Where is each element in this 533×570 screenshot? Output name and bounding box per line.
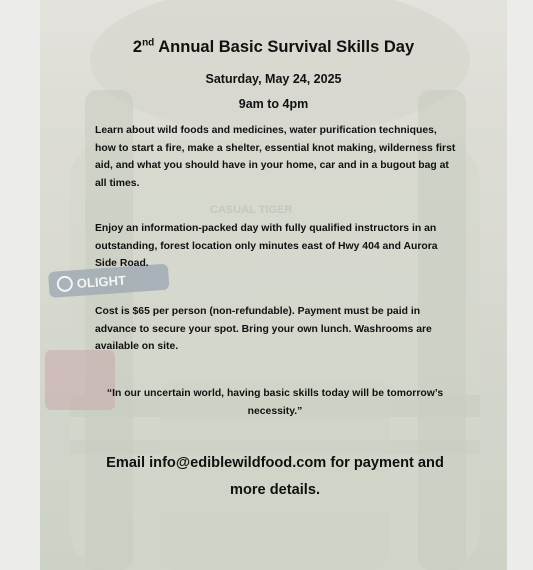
olight-patch-text: OLIGHT bbox=[76, 272, 127, 291]
event-title bbox=[40, 38, 507, 57]
event-date: Saturday, May 24, 2025 bbox=[205, 72, 342, 86]
event-time: 9am to 4pm bbox=[238, 97, 309, 111]
backpack-top-lid bbox=[90, 0, 470, 135]
quote-text: “In our uncertain world, having basic skills today will be tomorrow’s necessity.” bbox=[106, 388, 444, 417]
title-text: Annual Basic Survival Skills Day bbox=[154, 38, 415, 56]
location-paragraph: Enjoy an information-packed day with fully qualified instructors in an outstanding, forest location only minutes east of Hwy 404 and Aurora Side Road. bbox=[95, 223, 438, 269]
event-flyer bbox=[40, 0, 507, 570]
contact-text: Email info@ediblewildfood.com for payment and more details. bbox=[106, 455, 444, 498]
faded-patch-text: CASUAL TIGER bbox=[210, 204, 293, 216]
title-ordinal-suffix: nd bbox=[142, 37, 155, 49]
cost-paragraph: Cost is $65 per person (non-refundable). Payment must be paid in advance to secure your spot. Bring your own lunch. Washrooms are available on site. bbox=[95, 306, 432, 352]
description-paragraph: Learn about wild foods and medicines, water purification techniques, how to start a fire, make a shelter, essential knot making, wilderness first aid, and what you should have in your home, car and in a bugout bag at all times. bbox=[95, 125, 456, 189]
title-ordinal: 2 bbox=[132, 38, 143, 56]
